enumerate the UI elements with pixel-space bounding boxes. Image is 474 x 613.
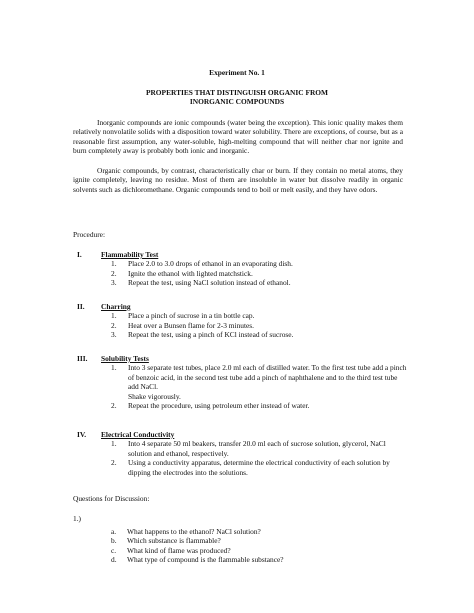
section-charring: [77, 302, 407, 340]
section-title: Charring: [101, 302, 131, 311]
questions-label: Questions for Discussion:: [73, 494, 150, 503]
section-conductivity: [77, 430, 407, 477]
title-line-1: PROPERTIES THAT DISTINGUISH ORGANIC FROM: [145, 88, 329, 97]
question-item: d. What type of compound is the flammable substance?: [111, 555, 284, 565]
step-item: 2. Repeat the procedure, using petroleum ether instead of water.: [111, 401, 310, 411]
title-line-2: INORGANIC COMPOUNDS: [189, 97, 285, 106]
step-item: 1. Into 4 separate 50 ml beakers, transfer 20.0 ml each of sucrose solution, glycerol, NaCl solution and ethanol, respectively.: [111, 439, 386, 458]
section-title: Solubility Tests: [101, 354, 149, 363]
step-item: Shake vigorously.: [128, 391, 181, 401]
section-title: Flammability Test: [101, 250, 159, 259]
intro-paragraph-1: Inorganic compounds are ionic compounds (water being the exception). This ionic quality makes them relatively nonvolatile solids with a disposition toward water solubility. There are exceptions, of course, but as a reasonable first assumption, any water-soluble, high-melting compound that will neither char nor ignite and burn completely away is probably both ionic and inorganic.: [73, 118, 403, 156]
intro-paragraph-2: Organic compounds, by contrast, characteristically char or burn. If they contain no metal atoms, they ignite completely, leaving no residue. Most of them are insoluble in water but dissolve readily in organic solvents such as dichloromethane. Organic compounds tend to boil or melt easily, and they have odors.: [73, 166, 403, 194]
step-item: 1. Place a pinch of sucrose in a tin bottle cap.: [111, 311, 255, 321]
step-item: 2. Using a conductivity apparatus, determine the electrical conductivity of each solution by dipping the electrodes into the solutions.: [111, 458, 390, 477]
question-item: b. Which substance is flammable?: [111, 536, 221, 546]
question-list: [73, 527, 413, 565]
experiment-heading: Experiment No. 1: [209, 68, 265, 77]
question-item: c. What kind of flame was produced?: [111, 545, 231, 555]
question-number: 1.): [73, 514, 82, 523]
procedure-label: Procedure:: [73, 230, 106, 239]
step-item: 1. Into 3 separate test tubes, place 2.0 ml each of distilled water. To the first test tube add a pinch of benzoic acid, in the second test tube add a pinch of naphthalene and to the third test tube add NaCl.: [111, 363, 407, 392]
question-item: a. What happens to the ethanol? NaCl solution?: [111, 527, 261, 536]
section-number: II.: [77, 302, 85, 311]
step-item: 2. Heat over a Bunsen flame for 2-3 minutes.: [111, 320, 255, 330]
section-number: I.: [77, 250, 82, 259]
step-item: 3. Repeat the test, using NaCl solution instead of ethanol.: [111, 278, 291, 288]
step-item: 1. Place 2.0 to 3.0 drops of ethanol in an evaporating dish.: [111, 259, 293, 269]
section-number: IV.: [77, 430, 87, 439]
step-item: 3. Repeat the test, using a pinch of KCl instead of sucrose.: [111, 330, 294, 340]
section-flammability: [77, 250, 407, 288]
section-title: Electrical Conductivity: [101, 430, 175, 439]
section-number: III.: [77, 354, 88, 363]
step-item: 2. Ignite the ethanol with lighted matchstick.: [111, 268, 253, 278]
section-solubility: [77, 354, 407, 410]
